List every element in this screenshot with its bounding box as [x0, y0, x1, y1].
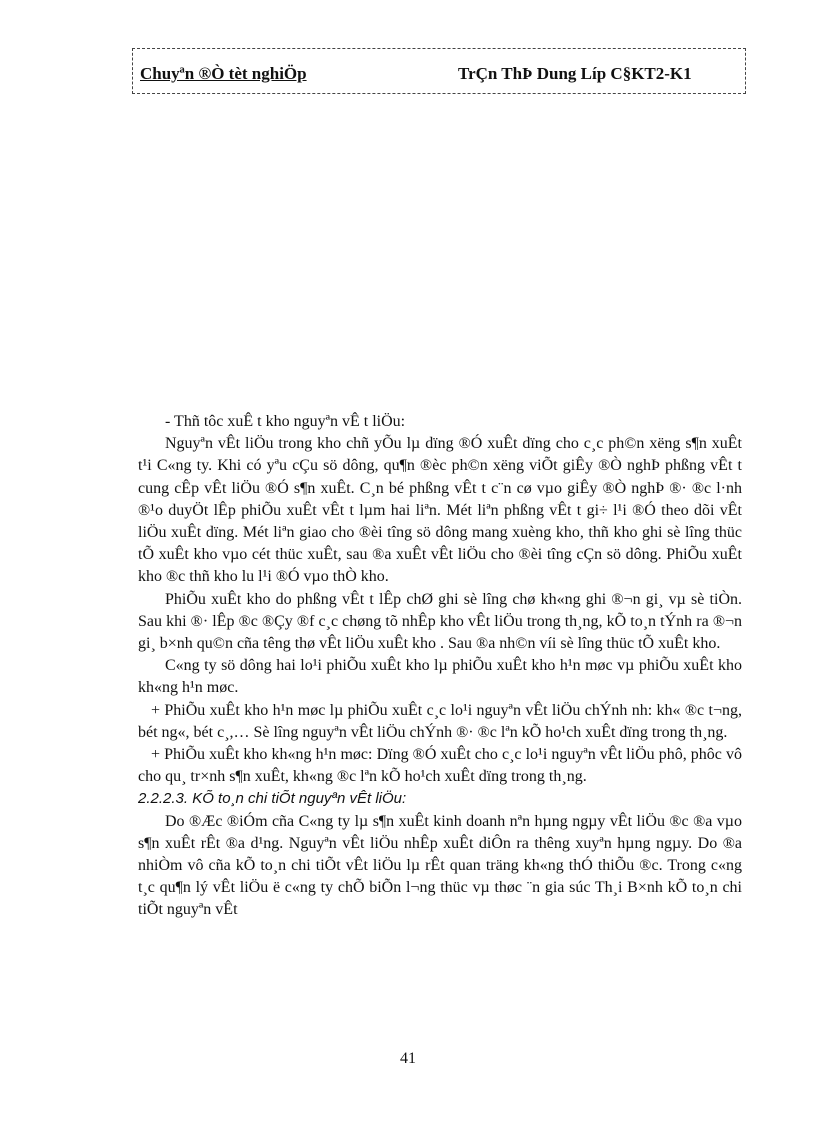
header-author: TrÇn ThÞ Dung Líp C§KT2-K1	[458, 64, 692, 83]
paragraph: C«ng ty sö dông hai lo¹i phiÕu xuÊt kho lµ phiÕu xuÊt kho h¹n møc vµ phiÕu xuÊt kho kh«ng h¹n møc.	[138, 657, 742, 697]
header-title: Chuyªn ®Ò tèt nghiÖp	[140, 64, 307, 83]
paragraph: Nguyªn vÊt liÖu trong kho chñ yÕu lµ dïng ®Ó xuÊt dïng cho c¸c ph©n xëng s¶n xuÊt t¹i C«ng ty. Khi có yªu cÇu sö dông, qu¶n ®èc ph©n xëng viÕt giÊy ®Ò nghÞ phßng vÊt t cung cÊp vÊt liÖu ®Ó s¶n xuÊt. C¸n bé phßng vÊt t c¨n cø vµo giÊy ®Ò nghÞ ®· ®c l·nh ®¹o duyÖt lÊp phiÕu xuÊt vÊt t lµm hai liªn. Mét liªn phßng vÊt t gi÷ l¹i ®Ó theo dõi vÊt liÖu xuÊt dïng. Mét liªn giao cho ®èi tîng sö dông mang xuèng kho, thñ kho ghi sè lîng thüc tÕ xuÊt kho vµo cét thüc xuÊt, sau ®a xuÊt vÊt liÖu cho ®èi tîng cÇn sö dông. PhiÕu xuÊt kho ®c thñ kho lu l¹i ®Ó vµo thÒ kho.	[138, 435, 742, 586]
bullet-paragraph: + PhiÕu xuÊt kho kh«ng h¹n møc: Dïng ®Ó xuÊt cho c¸c lo¹i nguyªn vÊt liÖu phô, phôc vô cho qu¸ tr×nh s¶n xuÊt, kh«ng ®c lªn kÕ ho¹ch xuÊt dïng trong th¸ng.	[138, 746, 742, 786]
section-heading: 2.2.2.3. KÕ to¸n chi tiÕt nguyªn vÊt liÖu:	[138, 790, 407, 808]
document-body	[138, 411, 742, 922]
bullet-paragraph: + PhiÕu xuÊt kho h¹n møc lµ phiÕu xuÊt c¸c lo¹i nguyªn vÊt liÖu chÝnh nh: kh« ®c t¬ng, bét ng«, bét c¸,… Sè lîng nguyªn vÊt liÖu chÝnh ®· ®c lªn kÕ ho¹ch xuÊt dïng trong th¸ng.	[138, 701, 742, 741]
section-subtitle: - Thñ tôc xuÊ t kho nguyªn vÊ t liÖu:	[165, 413, 406, 430]
paragraph: Do ®Æc ®iÓm cña C«ng ty lµ s¶n xuÊt kinh doanh nªn hµng ngµy vÊt liÖu ®c ®a vµo s¶n xuÊt rÊt ®a d¹ng. Nguyªn vÊt liÖu nhÊp xuÊt diÔn ra thêng xuyªn hµng ngµy. Do ®a nhiÒm vô cña kÕ to¸n chi tiÕt vÊt liÖu lµ rÊt quan träng kh«ng thÓ thiÕu ®c. Trong c«ng t¸c qu¶n lý vÊt liÖu ë c«ng ty chÕ biÕn l¬ng thüc vµ thøc ¨n gia súc Th¸i B×nh kÕ to¸n chi tiÕt nguyªn vÊt	[138, 812, 742, 919]
page-number: 41	[400, 1050, 416, 1067]
paragraph: PhiÕu xuÊt kho do phßng vÊt t lÊp chØ ghi sè lîng chø kh«ng ghi ®¬n gi¸ vµ sè tiÒn. Sau khi ®· lÊp ®c ®Çy ®f c¸c chøng tõ nhÊp kho vÊt liÖu trong th¸ng, kÕ to¸n tÝnh ra ®¬n gi¸ b×nh qu©n cña têng thø vÊt liÖu xuÊt kho . Sau ®a nh©n víi sè lîng thüc tÕ xuÊt kho.	[138, 590, 742, 653]
